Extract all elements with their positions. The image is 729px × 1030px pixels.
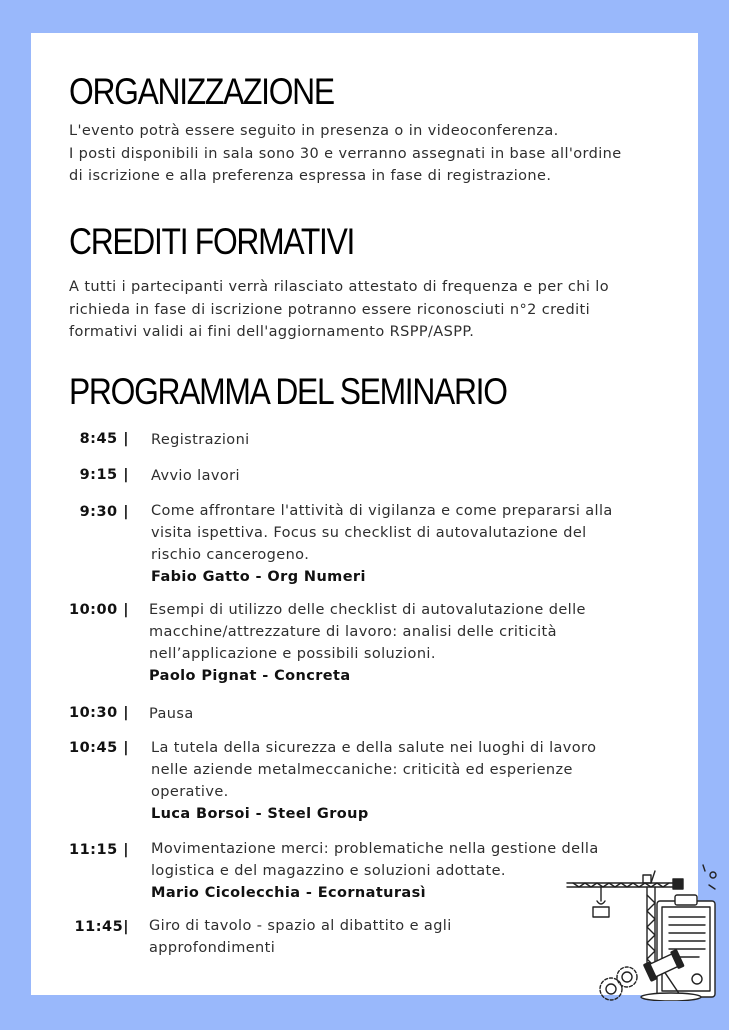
program-time: 9:30 | — [79, 504, 129, 520]
text-line: richieda in fase di iscrizione potranno essere riconosciuti n°2 crediti — [69, 301, 591, 318]
program-description — [151, 500, 651, 588]
heading-programma: PROGRAMMA DEL SEMINARIO — [69, 371, 507, 412]
clipboard-crane-gavel-icon — [559, 861, 719, 1001]
text-line: L'evento potrà essere seguito in presenza o in videoconferenza. — [69, 123, 559, 139]
heading-organizzazione: ORGANIZZAZIONE — [69, 71, 334, 112]
text-line: Movimentazione merci: problematiche nella gestione della — [151, 841, 599, 857]
text-line: di iscrizione e alla preferenza espressa in fase di registrazione. — [69, 168, 552, 184]
heading-crediti-formativi: CREDITI FORMATIVI — [69, 221, 355, 262]
paragraph-organizzazione — [69, 120, 679, 188]
paragraph-crediti — [69, 276, 679, 344]
program-time: 10:30 | — [69, 705, 129, 721]
speaker-name: Fabio Gatto - Org Numeri — [151, 569, 366, 585]
document-page — [31, 33, 698, 995]
program-time: 10:45 | — [69, 740, 129, 756]
text-line: formativi validi ai fini dell'aggiornamento RSPP/ASPP. — [69, 324, 475, 340]
program-time: 9:15 | — [79, 467, 129, 483]
program-time: 8:45 | — [79, 431, 129, 447]
speaker-name: Mario Cicolecchia - Ecornaturasì — [151, 885, 427, 901]
program-time: 11:15 | — [69, 842, 129, 858]
text-line: macchine/attrezzature di lavoro: analisi delle criticità — [149, 624, 557, 640]
text-line: approfondimenti — [149, 940, 276, 956]
program-description — [151, 737, 651, 825]
program-description — [151, 429, 651, 451]
text-line: nell’applicazione e possibili soluzioni. — [149, 646, 436, 662]
text-line: La tutela della sicurezza e della salute nei luoghi di lavoro — [151, 740, 597, 756]
program-description — [149, 599, 649, 687]
text-line: Registrazioni — [151, 432, 250, 448]
text-line: Pausa — [149, 706, 194, 722]
text-line: rischio cancerogeno. — [151, 547, 310, 563]
text-line: Esempi di utilizzo delle checklist di autovalutazione delle — [149, 602, 586, 618]
program-time: 11:45| — [74, 919, 129, 935]
text-line: operative. — [151, 784, 229, 800]
text-line: A tutti i partecipanti verrà rilasciato attestato di frequenza e per chi lo — [69, 279, 609, 295]
text-line: visita ispettiva. Focus su checklist di autovalutazione del — [151, 525, 587, 541]
speaker-name: Luca Borsoi - Steel Group — [151, 806, 369, 822]
program-description — [149, 703, 649, 725]
text-line: Avvio lavori — [151, 468, 240, 484]
text-line: nelle aziende metalmeccaniche: criticità ed esperienze — [151, 762, 573, 778]
text-line: I posti disponibili in sala sono 30 e verranno assegnati in base all'ordine — [69, 145, 622, 162]
text-line: Giro di tavolo - spazio al dibattito e agli — [149, 918, 452, 934]
text-line: Come affrontare l'attività di vigilanza e come prepararsi alla — [151, 503, 613, 519]
speaker-name: Paolo Pignat - Concreta — [149, 668, 351, 684]
text-line: logistica e del magazzino e soluzioni adottate. — [151, 863, 506, 879]
program-description — [151, 465, 651, 487]
program-time: 10:00 | — [69, 602, 129, 618]
